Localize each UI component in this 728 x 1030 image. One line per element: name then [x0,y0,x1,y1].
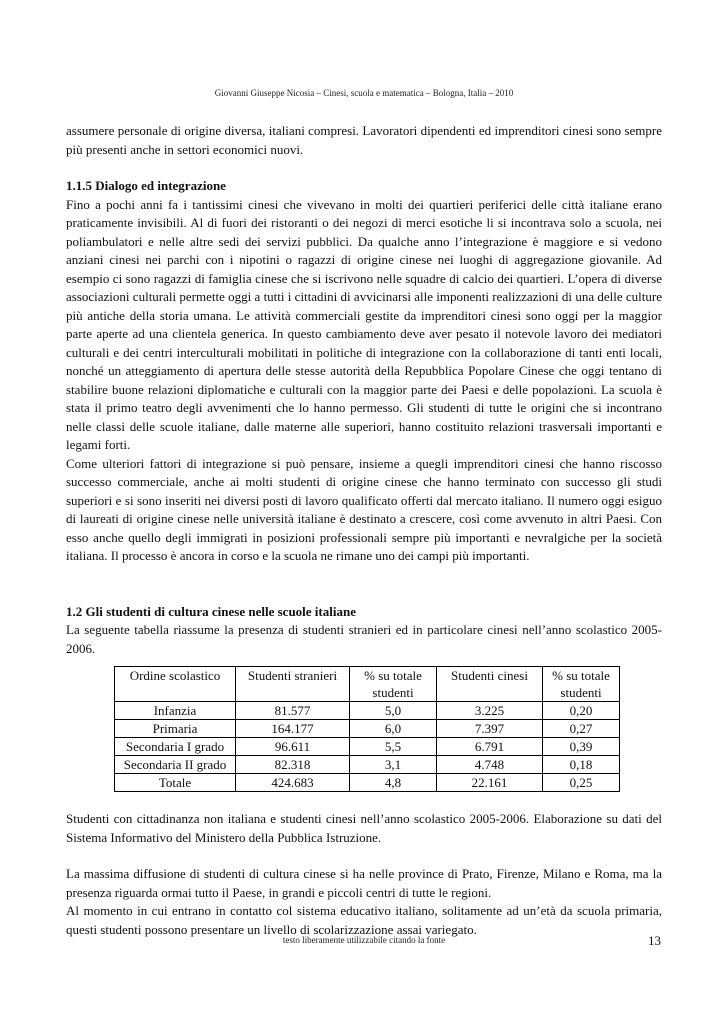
table-row [115,720,620,738]
page-number: 13 [648,933,661,948]
table-header-cell: Studenti cinesi [437,667,543,702]
section-1-1-5-paragraph-1: Fino a pochi anni fa i tantissimi cinesi che vivevano in molti dei quartieri periferici delle città italiane erano praticamente invisibili. Al di fuori dei ristoranti o dei negozi di merci esotiche li si incontrava solo a scuola, nei poliambulatori e nelle altre sedi dei servizi pubblici. Da qualche anno l’integrazione è maggiore e si vedono anziani cinesi nei parchi con i nipotini o ragazzi di origine cinese nei luoghi di aggregazione giovanile. Ad esempio ci sono ragazzi di famiglia cinese che si iscrivono nelle squadre di calcio dei quartieri. L’opera di diverse associazioni culturali permette oggi a tutti i cittadini di avvicinarsi alle imponenti realizzazioni di una delle culture più antiche della storia umana. Le attività commerciali gestite da imprenditori cinesi sono oggi per la maggior parte aperte ad una clientela generica. In questo cambiamento deve aver pesato il notevole lavoro dei mediatori culturali e dei centri interculturali mobilitati in politiche di integrazione con la collaborazione di tanti enti locali, nonché un atteggiamento di apertura delle stesse autorità della Repubblica Popolare Cinese che oggi tentano di stabilire buone relazioni diplomatiche e culturali con la maggior parte dei Paesi e delle popolazioni. La scuola è stata il primo teatro degli avvenimenti che lo hanno permesso. Gli studenti di tutte le origini che si incontrano nelle classi delle scuole italiane, dalle materne alle superiori, hanno costituito relazioni trasversali importanti e legami forti. [66,196,662,452]
table-cell: 4.748 [437,756,543,774]
table-cell: Primaria [115,720,236,738]
table-cell: 0,27 [543,720,620,738]
table-cell: 6,0 [350,720,437,738]
students-table [114,666,620,792]
section-1-2-intro: La seguente tabella riassume la presenza di studenti stranieri ed in particolare cinesi nell’anno scolastico 2005-2006. [66,622,662,656]
table-cell: Infanzia [115,702,236,720]
table-cell: 3,1 [350,756,437,774]
table-cell: 424.683 [236,774,350,792]
table-cell: 0,25 [543,774,620,792]
table-header-cell: % su totale studenti [543,667,620,702]
section-1-2-paragraph-1: La massima diffusione di studenti di cultura cinese si ha nelle province di Prato, Firenze, Milano e Roma, ma la presenza riguarda ormai tutto il Paese, in grandi e piccoli centri di tutte le regioni. [66,866,662,900]
section-1-2-paragraph-2: Al momento in cui entrano in contatto col sistema educativo italiano, solitamente ad un’età da scuola primaria, questi studenti possono presentare un livello di scolarizzazione assai variegato. [66,903,662,937]
section-1-1-5-paragraph-2: Come ulteriori fattori di integrazione si può pensare, insieme a quegli imprenditori cinesi che hanno riscosso successo commerciale, anche ai molti studenti di origine cinese che hanno terminato con successo gli studi superiori e si sono inseriti nei diversi posti di lavoro qualificato offerti dal mercato italiano. Il numero oggi esiguo di laureati di origine cinese nelle università italiane è destinato a crescere, così come avvenuto in altri Paesi. Con esso anche quello degli immigrati in posizioni professionali sempre più importanti e nevralgiche per la società italiana. Il processo è ancora in corso e la scuola ne rimane uno dei campi più importanti. [66,455,662,563]
table-header-cell: % su totale studenti [350,667,437,702]
table-cell: 96.611 [236,738,350,756]
footer-note: testo liberamente utilizzabile citando la fonte [282,935,446,945]
table-cell: 164.177 [236,720,350,738]
table-cell: 0,20 [543,702,620,720]
table-cell: 3.225 [437,702,543,720]
section-heading-1-2: 1.2 Gli studenti di cultura cinese nelle scuole italiane [66,603,356,619]
table-row [115,738,620,756]
page-body [66,122,662,939]
table-cell: 7.397 [437,720,543,738]
table-cell: 22.161 [437,774,543,792]
table-cell: Secondaria I grado [115,738,236,756]
table-caption: Studenti con cittadinanza non italiana e studenti cinesi nell’anno scolastico 2005-2006. Elaborazione su dati del Sistema Informativo del Ministero della Pubblica Istruzione. [66,811,662,845]
table-cell: 5,5 [350,738,437,756]
table-cell: 5,0 [350,702,437,720]
table-cell: 6.791 [437,738,543,756]
table-cell: 82.318 [236,756,350,774]
table-cell: 81.577 [236,702,350,720]
running-header: Giovanni Giuseppe Nicosia – Cinesi, scuola e matematica – Bologna, Italia – 2010 [214,88,514,98]
table-row [115,756,620,774]
table-row-total [115,774,620,792]
table-cell: Totale [115,774,236,792]
table-cell: Secondaria II grado [115,756,236,774]
table-header-row [115,667,620,702]
table-cell: 0,39 [543,738,620,756]
table-header-cell: Studenti stranieri [236,667,350,702]
table-cell: 0,18 [543,756,620,774]
intro-paragraph: assumere personale di origine diversa, italiani compresi. Lavoratori dipendenti ed imprenditori cinesi sono sempre più presenti anche in settori economici nuovi. [66,123,662,157]
table-row [115,702,620,720]
section-heading-1-1-5: 1.1.5 Dialogo ed integrazione [66,178,226,193]
table-header-cell: Ordine scolastico [115,667,236,702]
table-cell: 4,8 [350,774,437,792]
